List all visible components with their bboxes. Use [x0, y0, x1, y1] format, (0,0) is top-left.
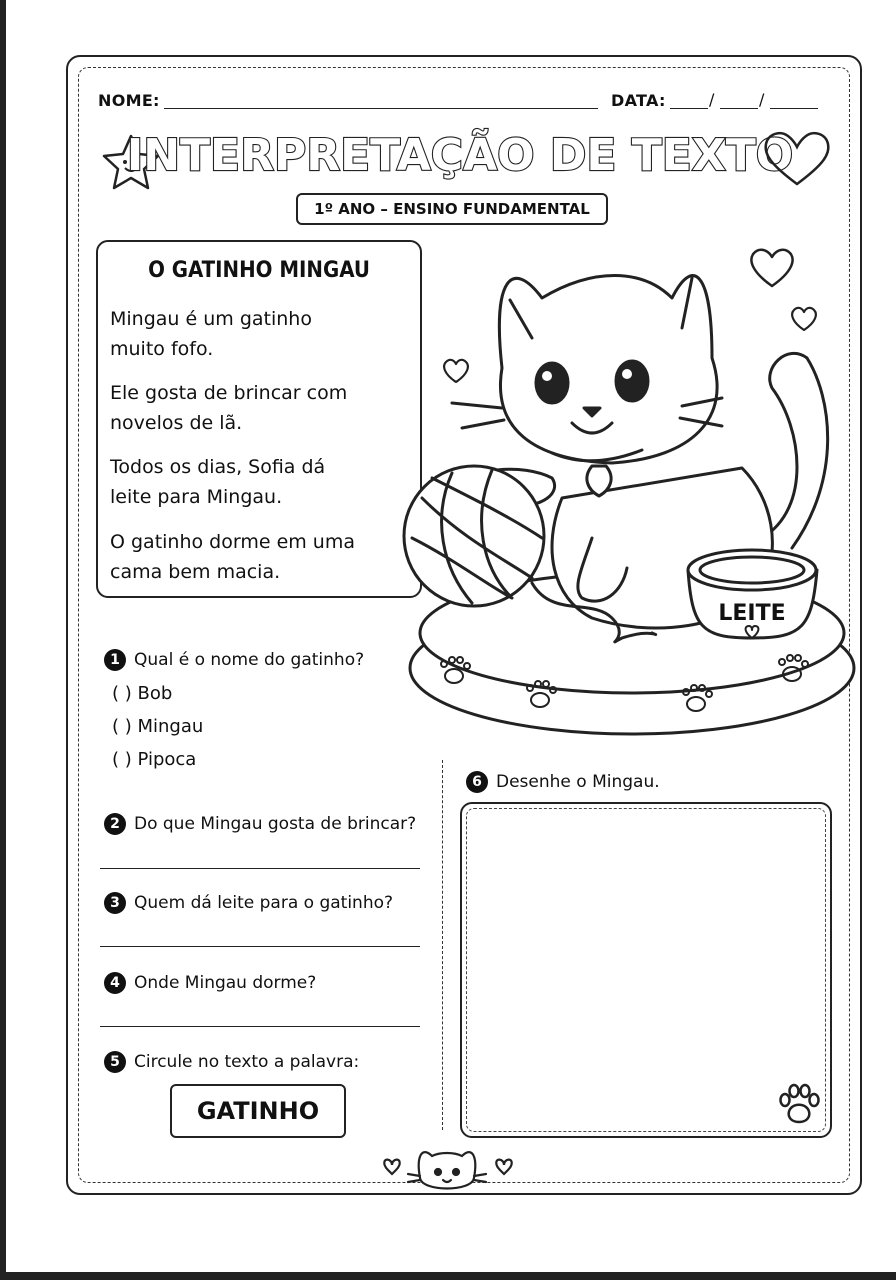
svg-text:INTERPRETAÇÃO DE TEXTO: INTERPRETAÇÃO DE TEXTO — [126, 130, 794, 181]
heart-icon — [760, 128, 834, 190]
story-paragraph — [110, 378, 410, 438]
story-line: O gatinho dorme em uma — [110, 531, 356, 553]
question-5 — [104, 1051, 359, 1073]
question-number: 4 — [104, 972, 126, 994]
answer-line-4[interactable] — [100, 1026, 420, 1027]
grade-badge: 1º ANO – ENSINO FUNDAMENTAL — [296, 193, 608, 225]
story-box — [96, 240, 422, 598]
story-line: leite para Mingau. — [110, 486, 283, 508]
question-6 — [466, 771, 660, 793]
story-paragraph — [110, 304, 410, 364]
answer-line-2[interactable] — [100, 868, 420, 869]
question-2 — [104, 813, 416, 835]
question-number: 3 — [104, 892, 126, 914]
date-month-line[interactable] — [720, 108, 758, 109]
story-paragraph — [110, 452, 410, 512]
date-slash-1: / — [709, 90, 715, 109]
question-1 — [104, 649, 364, 671]
date-day-line[interactable] — [670, 108, 708, 109]
date-year-line[interactable] — [770, 108, 818, 109]
question-text: Quem dá leite para o gatinho? — [134, 893, 394, 913]
question-text: Desenhe o Mingau. — [496, 772, 660, 792]
footer-cat-icon — [380, 1142, 516, 1200]
question-text: Qual é o nome do gatinho? — [134, 650, 365, 670]
question-text: Do que Mingau gosta de brincar? — [134, 814, 417, 834]
story-line: Mingau é um gatinho — [110, 308, 312, 330]
question-number: 6 — [466, 771, 488, 793]
question-text: Onde Mingau dorme? — [134, 973, 317, 993]
date-slash-2: / — [759, 90, 765, 109]
target-word-box: GATINHO — [170, 1084, 346, 1138]
question-number: 2 — [104, 813, 126, 835]
story-line: Ele gosta de brincar com — [110, 382, 348, 404]
paw-print-icon — [776, 1080, 822, 1126]
name-field-line[interactable] — [164, 108, 598, 109]
name-label: NOME: — [98, 91, 160, 110]
worksheet-title — [126, 120, 794, 184]
story-line: novelos de lã. — [110, 412, 243, 434]
story-line: Todos os dias, Sofia dá — [110, 456, 326, 478]
question-4 — [104, 972, 316, 994]
question-number: 5 — [104, 1051, 126, 1073]
question-number: 1 — [104, 649, 126, 671]
option-bob[interactable]: ( ) Bob — [112, 683, 173, 704]
question-text: Circule no texto a palavra: — [134, 1052, 360, 1072]
story-title: O GATINHO MINGAU — [148, 258, 370, 283]
option-mingau[interactable]: ( ) Mingau — [112, 716, 204, 737]
page-edge-left — [0, 0, 6, 1280]
story-line: cama bem macia. — [110, 561, 281, 583]
question-3 — [104, 892, 393, 914]
story-paragraph — [110, 527, 410, 587]
story-line: muito fofo. — [110, 338, 214, 360]
answer-line-3[interactable] — [100, 946, 420, 947]
drawing-area-dashed-border — [466, 808, 826, 1132]
bowl-label: LEITE — [718, 601, 786, 626]
option-pipoca[interactable]: ( ) Pipoca — [112, 749, 197, 770]
column-divider — [442, 760, 443, 1130]
page-edge-bottom — [0, 1272, 896, 1280]
kitten-illustration — [392, 238, 858, 740]
date-label: DATA: — [611, 91, 666, 110]
